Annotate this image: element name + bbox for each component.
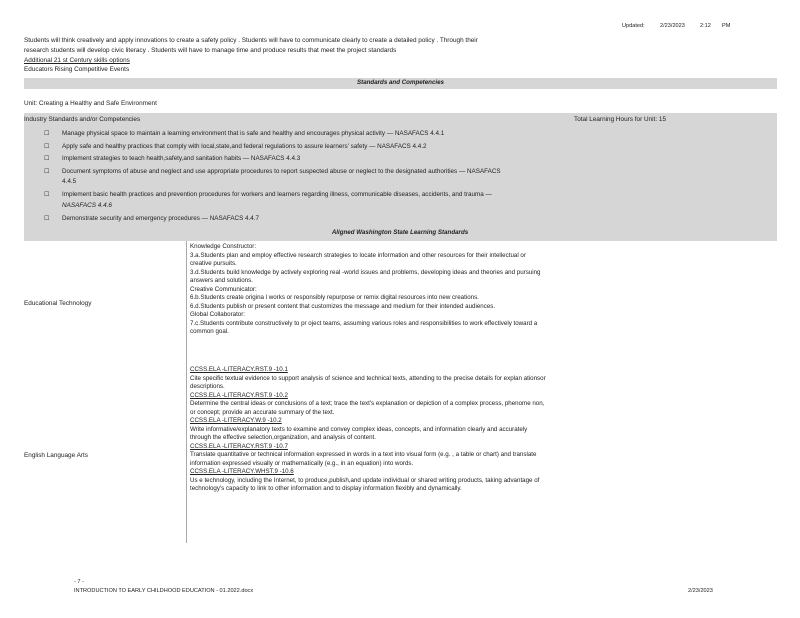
- checkbox-icon: ☐: [44, 169, 50, 175]
- footer-date: 2/23/2023: [688, 588, 713, 594]
- industry-label: Industry Standards and/or Competencies: [24, 116, 141, 123]
- checkbox-icon: ☐: [44, 131, 50, 137]
- updated-label: Updated:: [622, 23, 645, 29]
- total-hours: Total Learning Hours for Unit: 15: [574, 116, 667, 123]
- standard-continuation: 4.4.5: [62, 178, 77, 185]
- footer-document-name: INTRODUCTION TO EARLY CHILDHOOD EDUCATION - 01.2022.docx: [74, 588, 254, 594]
- ela-standards: CCSS.ELA -LITERACY.RST.9 -10.1 Cite specific textual evidence to support analysis of science and technical texts, attending to the precise details for explan ationsor descriptions. CCSS.ELA -LITERACY.RST.9 -10.2 Determine the central ideas or conclusions of a text; trace the text's explanation or depiction of a complex process, phenome non, or concept; provide an accurate summary of the text. CCSS.ELA -LITERACY.W.9 -10.2 Write informative/explanatory texts to examine and convey complex ideas, concepts, and information clearly and accurately through the effective selection,organization, and analysis of content. CCSS.ELA -LITERACY.RST.9 -10.7 Translate quantitative or technical information expressed in words in a text into visual form (e.g. , a table or chart) and translate information expressed visually or mathematically (e.g., in an equation) into words. CCSS.ELA -LITERACY.WHST.9 -10.6 Us e technology, including the Internet, to produce,publish,and update individual or shared writing products, taking advantage of technology's capacity to link to other information and to display information flexibly and dynamically.: [190, 366, 546, 492]
- updated-ampm: PM: [722, 23, 731, 29]
- checkbox-icon: ☐: [44, 216, 50, 222]
- standard-continuation: NASAFACS 4.4.6: [62, 202, 112, 209]
- checkbox-icon: ☐: [44, 144, 50, 150]
- page-number: - 7 -: [74, 579, 84, 585]
- aligned-header-wrap: [0, 229, 800, 236]
- row-label-ed-tech: Educational Technology: [24, 300, 92, 307]
- checkbox-icon: ☐: [44, 156, 50, 162]
- standards-header-bar: [24, 78, 777, 89]
- unit-title: Unit: Creating a Healthy and Safe Environment: [24, 100, 157, 107]
- updated-time: 2:12: [700, 23, 711, 29]
- ed-tech-standards: Knowledge Constructor: 3.a.Students plan and employ effective research strategies to locate information and other resources for their intellectual or creative pursuits. 3.d.Students build knowledge by actively exploring real -world issues and problems, developing ideas and theories and pursuing answers and solutions. Creative Communicator: 6.b.Students create origina l works or responsibly repurpose or remix digital resources into new creations. 6.d.Students publish or present content that customizes the message and medium for their intended audiences. Global Collaborator: 7.c.Students contribute constructively to pr oject teams, assuming various roles and responsibilities to work effectively toward a common goal.: [190, 243, 541, 335]
- intro-line-2: research students will develop civic literacy . Students will have to manage time and produce results that meet the project standards: [24, 47, 397, 54]
- row-label-ela: English Language Arts: [24, 452, 88, 459]
- aligned-header: Aligned Washington State Learning Standards: [331, 229, 469, 236]
- checkbox-icon: ☐: [44, 192, 50, 198]
- column-divider: [186, 241, 187, 543]
- intro-line-3: Additional 21 st Century skills options: [24, 57, 130, 64]
- standards-header: Standards and Competencies: [357, 79, 444, 86]
- intro-line-1: Students will think creatively and apply innovations to create a safety policy . Students will have to communicate clearly to create a detailed policy . Through their: [24, 37, 478, 44]
- updated-date: 2/23/2023: [660, 23, 685, 29]
- intro-line-4: Educators Rising Competitive Events: [24, 66, 130, 73]
